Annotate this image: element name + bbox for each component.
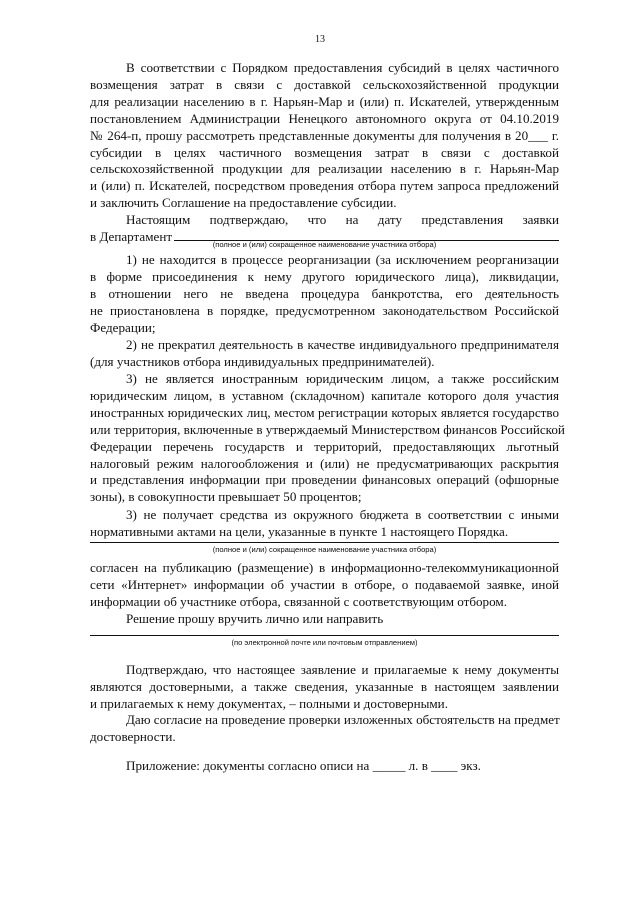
- participant-caption-2: (полное и (или) сокращенное наименование участника отбора): [212, 545, 437, 554]
- intro-line: и (или) п. Искателей, посредством проведения отбора путем запроса предложений: [90, 178, 559, 194]
- intro-line: для реализации населению в г. Нарьян-Мар и (или) п. Искателей, утвержденным: [90, 93, 559, 109]
- item-line: 1) не находится в процессе реорганизации (за исключением реорганизации: [126, 252, 559, 267]
- item-line: Федерации перечень государств и территорий, предоставляющих льготный: [90, 438, 559, 454]
- attachment-paragraph: [90, 758, 559, 775]
- verification-paragraph: [90, 712, 559, 746]
- confirm-docs-line: являются достоверными, а также сведения, указанные в настоящем заявлении: [90, 678, 559, 694]
- attachment-line: Приложение: документы согласно описи на _____ л. в ____ экз.: [126, 758, 481, 773]
- item-1: [90, 252, 559, 337]
- delivery-caption: (по электронной почте или почтовым отправлением): [231, 638, 418, 647]
- intro-paragraph: [90, 60, 559, 212]
- item-4: [90, 507, 559, 541]
- intro-line: № 264-п, прошу рассмотреть представленные документы для получения в 20___ г.: [90, 127, 559, 143]
- item-line: зоны), в совокупности превышает 50 процентов;: [90, 489, 362, 505]
- confirm-line: в Департамент: [90, 228, 173, 244]
- participant-caption: (полное и (или) сокращенное наименование участника отбора): [212, 240, 437, 249]
- intro-line: сельскохозяйственной продукции для реализации населению в г. Нарьян-Мар: [90, 161, 559, 177]
- item-line: в отношении него не введена процедура банкротства, его деятельность: [90, 285, 559, 301]
- item-line: 2) не прекратил деятельность в качестве индивидуального предпринимателя: [126, 337, 559, 352]
- participant-name-line-2[interactable]: [90, 542, 559, 543]
- intro-line: возмещения затрат в связи с доставкой сельскохозяйственной продукции: [90, 76, 559, 92]
- item-line: иностранных юридических лиц, местом регистрации которых является государство: [90, 404, 559, 420]
- item-line: 3) не является иностранным юридическим лицом, а также российским: [126, 371, 559, 386]
- item-line: (для участников отбора индивидуальных предпринимателей).: [90, 353, 435, 369]
- item-line: Федерации;: [90, 319, 156, 335]
- item-2: [90, 337, 559, 371]
- page-number: 13: [315, 34, 325, 45]
- item-3: [90, 371, 565, 506]
- consent-paragraph: [90, 560, 559, 611]
- confirm-docs-line: Подтверждаю, что настоящее заявление и прилагаемые к нему документы: [126, 662, 559, 677]
- consent-line: информации об участнике отбора, связанной с соответствующим отбором.: [90, 593, 507, 609]
- intro-line: В соответствии с Порядком предоставления субсидий в целях частичного: [126, 60, 559, 75]
- item-line: или территория, включенные в утверждаемый Министерством финансов Российской: [90, 421, 565, 437]
- verification-line: достоверности.: [90, 728, 176, 744]
- intro-line: субсидии в целях частичного возмещения затрат в связи с доставкой: [90, 144, 559, 160]
- intro-line: и заключить Соглашение на предоставление субсидии.: [90, 195, 397, 211]
- intro-line: постановлением Администрации Ненецкого автономного округа от 04.10.2019: [90, 110, 559, 126]
- consent-line: согласен на публикацию (размещение) в информационно-телекоммуникационной: [90, 560, 559, 575]
- item-line: и представления информации при проведении финансовых операций (офшорные: [90, 472, 559, 488]
- confirm-docs-line: и прилагаемых к нему документах, – полными и достоверными.: [90, 695, 448, 711]
- item-line: не приостановлена в порядке, предусмотренном законодательством Российской: [90, 302, 559, 318]
- verification-line: Даю согласие на проведение проверки изложенных обстоятельств на предмет: [126, 712, 560, 727]
- confirm-docs-paragraph: [90, 662, 559, 713]
- item-line: нормативными актами на цели, указанные в пункте 1 настоящего Порядка.: [90, 523, 509, 539]
- item-line: юридическим лицом, в уставном (складочном) капитале которого доля участия: [90, 387, 559, 403]
- item-line: налоговый режим налогообложения и (или) не предусматривающих раскрытия: [90, 455, 559, 471]
- delivery-method-line[interactable]: [90, 635, 559, 636]
- decision-line: Решение прошу вручить лично или направить: [126, 611, 384, 626]
- decision-paragraph: [90, 611, 559, 628]
- item-line: в форме присоединения к нему другого юридического лица), ликвидации,: [90, 268, 559, 284]
- confirm-line: Настоящим подтверждаю, что на дату представления заявки: [126, 212, 559, 227]
- consent-line: сети «Интернет» информации об участии в отборе, о подаваемой заявке, иной: [90, 576, 559, 592]
- item-line: 3) не получает средства из окружного бюджета в соответствии с иными: [126, 507, 559, 522]
